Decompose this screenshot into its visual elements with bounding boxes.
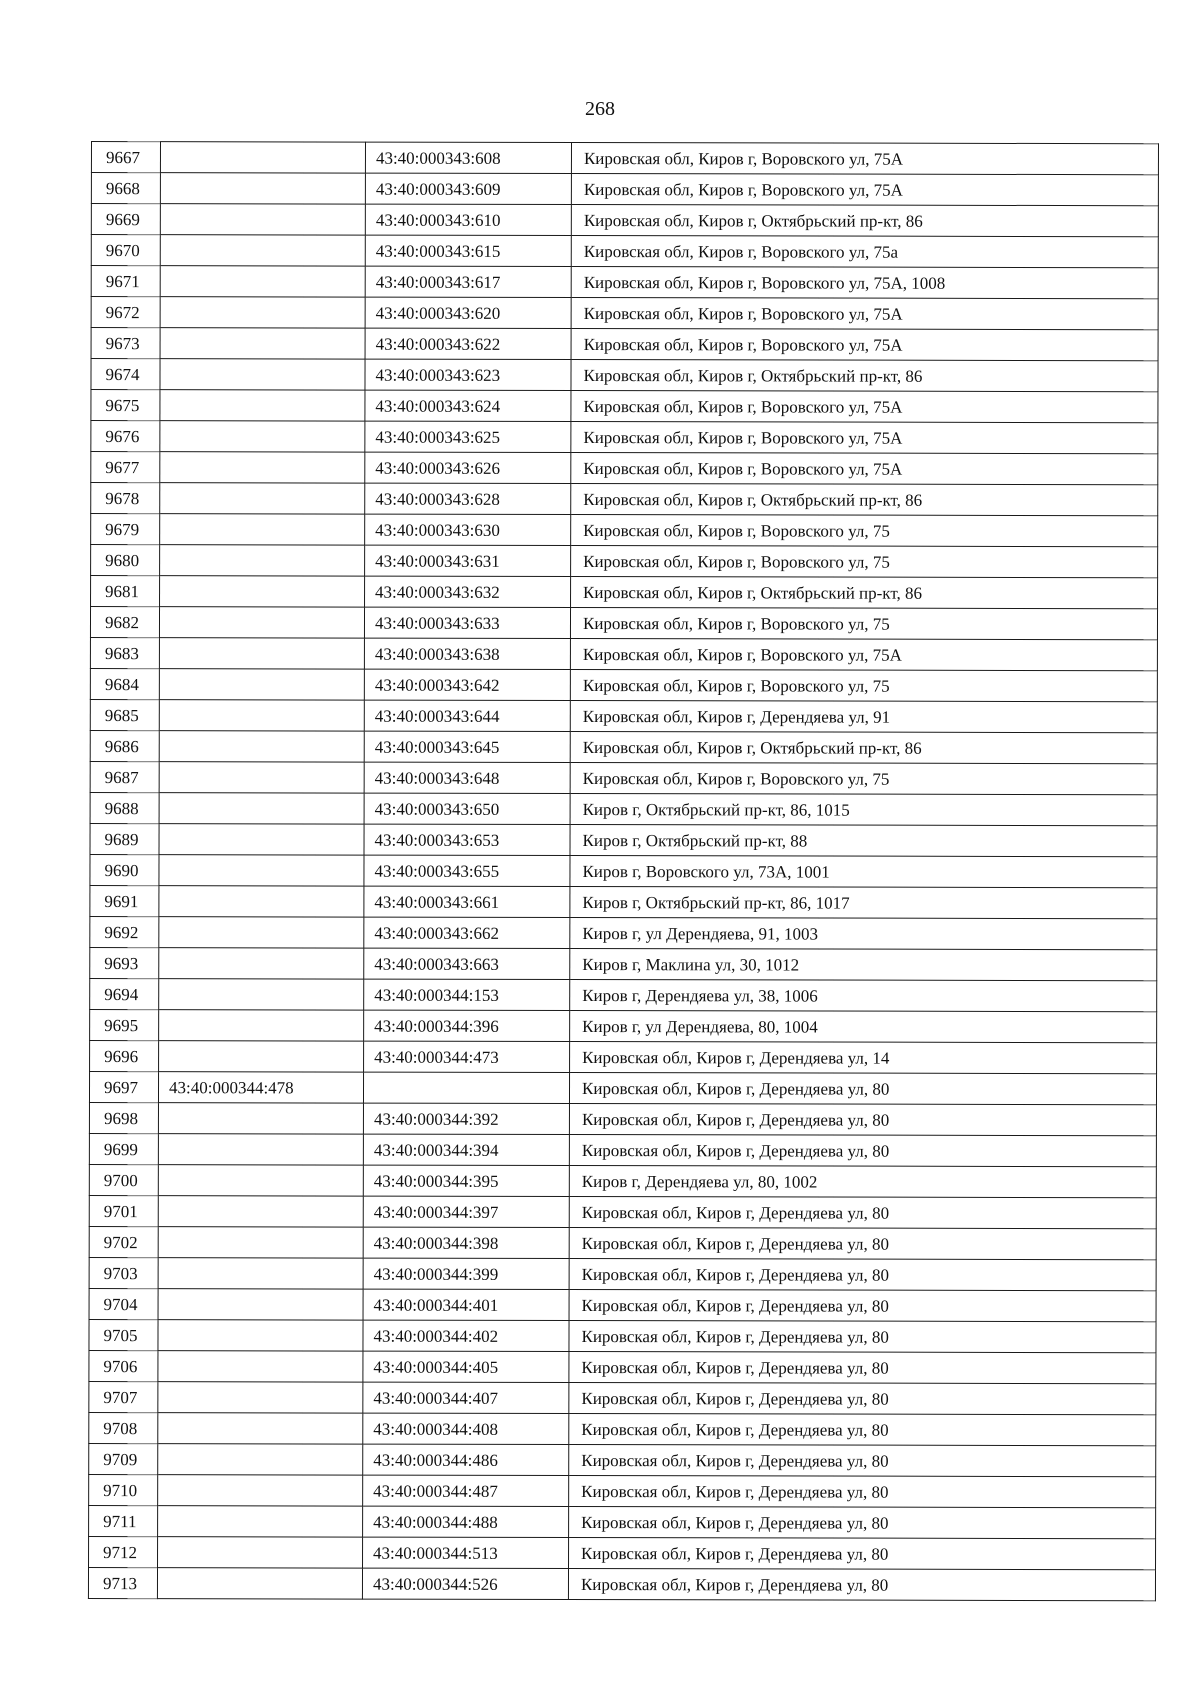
row-number-cell: 9713: [88, 1567, 157, 1598]
parcel-number-cell: [159, 731, 364, 762]
row-number-cell: 9712: [89, 1536, 158, 1567]
parcel-number-cell: [158, 1382, 363, 1413]
cadastral-number-cell: 43:40:000344:397: [363, 1196, 569, 1227]
cadastral-number-cell: 43:40:000343:628: [365, 483, 571, 514]
address-cell: Кировская обл, Киров г, Дерендяева ул, 80: [569, 1228, 1156, 1260]
address-cell: Кировская обл, Киров г, Дерендяева ул, 14: [570, 1042, 1157, 1074]
table-row: [89, 1474, 1156, 1507]
parcel-number-cell: [158, 1196, 363, 1227]
parcel-number-cell: [159, 824, 364, 855]
row-number-cell: 9698: [89, 1102, 158, 1133]
address-cell: Кировская обл, Киров г, Дерендяева ул, 80: [569, 1073, 1156, 1105]
address-cell: Кировская обл, Киров г, Октябрьский пр-кт, 86: [571, 484, 1158, 516]
table-row: [90, 1040, 1157, 1073]
parcel-number-cell: [159, 700, 364, 731]
table-row: [91, 266, 1158, 299]
parcel-number-cell: [158, 1413, 363, 1444]
address-cell: Киров г, Дерендяева ул, 38, 1006: [570, 980, 1157, 1012]
cadastral-number-cell: 43:40:000343:617: [365, 266, 571, 297]
row-number-cell: 9690: [90, 854, 159, 885]
address-cell: Киров г, Маклина ул, 30, 1012: [570, 949, 1157, 981]
cadastral-number-cell: 43:40:000343:648: [364, 762, 570, 793]
table-row: [89, 1226, 1156, 1259]
address-cell: Кировская обл, Киров г, Дерендяева ул, 80: [569, 1383, 1156, 1415]
parcel-number-cell: [158, 1351, 363, 1382]
address-cell: Кировская обл, Киров г, Дерендяева ул, 80: [569, 1104, 1156, 1136]
row-number-cell: 9694: [90, 978, 159, 1009]
cadastral-number-cell: 43:40:000343:632: [365, 576, 571, 607]
table-row: [91, 514, 1158, 547]
address-cell: Кировская обл, Киров г, Октябрьский пр-кт, 86: [571, 360, 1158, 392]
address-cell: Кировская обл, Киров г, Воровского ул, 75А: [571, 329, 1158, 361]
address-cell: Кировская обл, Киров г, Воровского ул, 75А: [570, 639, 1157, 671]
row-number-cell: 9680: [91, 545, 160, 576]
address-cell: Кировская обл, Киров г, Дерендяева ул, 80: [568, 1569, 1155, 1601]
registry-table-body: [88, 142, 1158, 1601]
parcel-number-cell: [159, 793, 364, 824]
address-cell: Кировская обл, Киров г, Дерендяева ул, 80: [569, 1352, 1156, 1384]
address-cell: Киров г, Октябрьский пр-кт, 86, 1017: [570, 887, 1157, 919]
parcel-number-cell: [160, 359, 365, 390]
table-row: [90, 607, 1157, 640]
parcel-number-cell: [160, 452, 365, 483]
table-row: [91, 359, 1158, 392]
table-row: [91, 142, 1158, 175]
parcel-number-cell: [160, 328, 365, 359]
row-number-cell: 9697: [89, 1071, 158, 1102]
row-number-cell: 9692: [90, 916, 159, 947]
cadastral-number-cell: 43:40:000343:615: [365, 235, 571, 266]
row-number-cell: 9709: [89, 1443, 158, 1474]
address-cell: Кировская обл, Киров г, Дерендяева ул, 80: [569, 1259, 1156, 1291]
cadastral-number-cell: 43:40:000344:526: [362, 1568, 568, 1599]
cadastral-number-cell: 43:40:000344:473: [364, 1041, 570, 1072]
cadastral-number-cell: 43:40:000344:513: [363, 1537, 569, 1568]
address-cell: Кировская обл, Киров г, Дерендяева ул, 80: [569, 1197, 1156, 1229]
cadastral-number-cell: 43:40:000344:153: [364, 979, 570, 1010]
cadastral-number-cell: 43:40:000344:402: [363, 1320, 569, 1351]
row-number-cell: 9683: [90, 637, 159, 668]
parcel-number-cell: [160, 421, 365, 452]
address-cell: Киров г, ул Дерендяева, 91, 1003: [570, 918, 1157, 950]
address-cell: Кировская обл, Киров г, Воровского ул, 75: [571, 546, 1158, 578]
row-number-cell: 9711: [89, 1505, 158, 1536]
table-row: [90, 854, 1157, 887]
row-number-cell: 9710: [89, 1474, 158, 1505]
parcel-number-cell: [158, 1165, 363, 1196]
row-number-cell: 9691: [90, 885, 159, 916]
address-cell: Кировская обл, Киров г, Воровского ул, 75А: [571, 391, 1158, 423]
table-row: [90, 637, 1157, 670]
parcel-number-cell: [160, 173, 365, 204]
address-cell: Кировская обл, Киров г, Дерендяева ул, 80: [569, 1290, 1156, 1322]
address-cell: Кировская обл, Киров г, Дерендяева ул, 80: [569, 1476, 1156, 1508]
cadastral-number-cell: 43:40:000343:608: [365, 142, 571, 173]
table-row: [89, 1381, 1156, 1414]
parcel-number-cell: [159, 979, 364, 1010]
address-cell: Кировская обл, Киров г, Октябрьский пр-кт, 86: [571, 205, 1158, 237]
row-number-cell: 9695: [90, 1009, 159, 1040]
table-row: [91, 235, 1158, 268]
address-cell: Кировская обл, Киров г, Воровского ул, 75А, 1008: [571, 267, 1158, 299]
parcel-number-cell: [159, 607, 364, 638]
cadastral-number-cell: 43:40:000343:625: [365, 421, 571, 452]
row-number-cell: 9699: [89, 1133, 158, 1164]
cadastral-number-cell: 43:40:000343:644: [364, 700, 570, 731]
cadastral-number-cell: 43:40:000343:630: [365, 514, 571, 545]
parcel-number-cell: [158, 1134, 363, 1165]
address-cell: Кировская обл, Киров г, Воровского ул, 75: [570, 763, 1157, 795]
table-row: [91, 483, 1158, 516]
parcel-number-cell: [159, 1041, 364, 1072]
parcel-number-cell: [158, 1258, 363, 1289]
row-number-cell: 9688: [90, 792, 159, 823]
parcel-number-cell: [160, 483, 365, 514]
parcel-number-cell: [160, 545, 365, 576]
table-row: [89, 1412, 1156, 1445]
cadastral-number-cell: 43:40:000344:488: [363, 1506, 569, 1537]
row-number-cell: 9675: [91, 390, 160, 421]
table-row: [91, 545, 1158, 578]
table-row: [90, 761, 1157, 794]
cadastral-number-cell: 43:40:000344:486: [363, 1444, 569, 1475]
address-cell: Кировская обл, Киров г, Воровского ул, 75А: [571, 422, 1158, 454]
cadastral-number-cell: 43:40:000344:398: [363, 1227, 569, 1258]
table-row: [89, 1195, 1156, 1228]
cadastral-number-cell: 43:40:000343:662: [364, 917, 570, 948]
parcel-number-cell: [159, 669, 364, 700]
table-row: [90, 916, 1157, 949]
address-cell: Кировская обл, Киров г, Воровского ул, 75А: [571, 174, 1158, 206]
row-number-cell: 9682: [90, 607, 159, 638]
cadastral-number-cell: [363, 1072, 569, 1103]
address-cell: Кировская обл, Киров г, Октябрьский пр-кт, 86: [570, 732, 1157, 764]
row-number-cell: 9673: [91, 328, 160, 359]
row-number-cell: 9701: [89, 1195, 158, 1226]
row-number-cell: 9706: [89, 1350, 158, 1381]
cadastral-number-cell: 43:40:000343:642: [364, 669, 570, 700]
row-number-cell: 9672: [91, 297, 160, 328]
cadastral-number-cell: 43:40:000344:392: [363, 1103, 569, 1134]
address-cell: Кировская обл, Киров г, Дерендяева ул, 91: [570, 701, 1157, 733]
address-cell: Киров г, ул Дерендяева, 80, 1004: [570, 1011, 1157, 1043]
table-row: [89, 1071, 1156, 1104]
cadastral-number-cell: 43:40:000343:610: [365, 204, 571, 235]
address-cell: Кировская обл, Киров г, Дерендяева ул, 80: [569, 1538, 1156, 1570]
table-row: [89, 1288, 1156, 1321]
parcel-number-cell: [158, 1506, 363, 1537]
parcel-number-cell: [158, 1103, 363, 1134]
table-row: [90, 730, 1157, 763]
cadastral-number-cell: 43:40:000343:633: [364, 607, 570, 638]
cadastral-number-cell: 43:40:000343:661: [364, 886, 570, 917]
table-row: [88, 1567, 1155, 1600]
parcel-number-cell: [159, 1010, 364, 1041]
table-row: [89, 1133, 1156, 1166]
table-row: [89, 1350, 1156, 1383]
table-row: [89, 1102, 1156, 1135]
row-number-cell: 9700: [89, 1164, 158, 1195]
address-cell: Киров г, Октябрьский пр-кт, 86, 1015: [570, 794, 1157, 826]
row-number-cell: 9684: [90, 668, 159, 699]
row-number-cell: 9685: [90, 699, 159, 730]
table-row: [89, 1505, 1156, 1538]
address-cell: Кировская обл, Киров г, Воровского ул, 75А: [571, 298, 1158, 330]
parcel-number-cell: [160, 576, 365, 607]
row-number-cell: 9668: [91, 173, 160, 204]
parcel-number-cell: [158, 1289, 363, 1320]
cadastral-number-cell: 43:40:000343:645: [364, 731, 570, 762]
cadastral-number-cell: 43:40:000344:399: [363, 1258, 569, 1289]
cadastral-number-cell: 43:40:000343:655: [364, 855, 570, 886]
parcel-number-cell: [160, 514, 365, 545]
row-number-cell: 9707: [89, 1381, 158, 1412]
registry-table: [88, 141, 1159, 1601]
row-number-cell: 9686: [90, 730, 159, 761]
table-row: [91, 173, 1158, 206]
row-number-cell: 9708: [89, 1412, 158, 1443]
address-cell: Киров г, Воровского ул, 73А, 1001: [570, 856, 1157, 888]
address-cell: Кировская обл, Киров г, Воровского ул, 75: [571, 515, 1158, 547]
row-number-cell: 9671: [91, 266, 160, 297]
parcel-number-cell: [157, 1568, 362, 1599]
cadastral-number-cell: 43:40:000343:622: [365, 328, 571, 359]
address-cell: Кировская обл, Киров г, Воровского ул, 75: [570, 608, 1157, 640]
address-cell: Кировская обл, Киров г, Дерендяева ул, 80: [569, 1445, 1156, 1477]
address-cell: Кировская обл, Киров г, Воровского ул, 75А: [571, 453, 1158, 485]
row-number-cell: 9687: [90, 761, 159, 792]
table-row: [90, 823, 1157, 856]
cadastral-number-cell: 43:40:000344:394: [363, 1134, 569, 1165]
parcel-number-cell: [160, 204, 365, 235]
parcel-number-cell: [158, 1320, 363, 1351]
parcel-number-cell: [159, 638, 364, 669]
cadastral-number-cell: 43:40:000344:407: [363, 1382, 569, 1413]
table-row: [91, 390, 1158, 423]
row-number-cell: 9681: [91, 576, 160, 607]
cadastral-number-cell: 43:40:000343:650: [364, 793, 570, 824]
row-number-cell: 9676: [91, 421, 160, 452]
table-row: [90, 947, 1157, 980]
cadastral-number-cell: 43:40:000344:405: [363, 1351, 569, 1382]
table-row: [90, 885, 1157, 918]
address-cell: Кировская обл, Киров г, Воровского ул, 75: [570, 670, 1157, 702]
parcel-number-cell: [158, 1537, 363, 1568]
cadastral-number-cell: 43:40:000343:631: [365, 545, 571, 576]
row-number-cell: 9696: [90, 1040, 159, 1071]
cadastral-number-cell: 43:40:000343:663: [364, 948, 570, 979]
row-number-cell: 9670: [91, 235, 160, 266]
table-row: [89, 1443, 1156, 1476]
table-row: [91, 204, 1158, 237]
table-row: [91, 421, 1158, 454]
address-cell: Кировская обл, Киров г, Воровского ул, 75А: [571, 143, 1158, 175]
parcel-number-cell: [159, 886, 364, 917]
cadastral-number-cell: 43:40:000344:395: [363, 1165, 569, 1196]
parcel-number-cell: [159, 948, 364, 979]
parcel-number-cell: [160, 297, 365, 328]
table-row: [90, 978, 1157, 1011]
address-cell: Кировская обл, Киров г, Дерендяева ул, 80: [569, 1507, 1156, 1539]
cadastral-number-cell: 43:40:000344:408: [363, 1413, 569, 1444]
address-cell: Кировская обл, Киров г, Октябрьский пр-кт, 86: [571, 577, 1158, 609]
row-number-cell: 9702: [89, 1226, 158, 1257]
parcel-number-cell: [160, 142, 365, 173]
cadastral-number-cell: 43:40:000344:487: [363, 1475, 569, 1506]
cadastral-number-cell: 43:40:000343:620: [365, 297, 571, 328]
row-number-cell: 9669: [91, 204, 160, 235]
row-number-cell: 9678: [91, 483, 160, 514]
row-number-cell: 9704: [89, 1288, 158, 1319]
table-row: [90, 792, 1157, 825]
address-cell: Киров г, Октябрьский пр-кт, 88: [570, 825, 1157, 857]
parcel-number-cell: [160, 390, 365, 421]
table-row: [89, 1536, 1156, 1569]
table-row: [91, 452, 1158, 485]
row-number-cell: 9677: [91, 452, 160, 483]
cadastral-number-cell: 43:40:000344:396: [364, 1010, 570, 1041]
row-number-cell: 9703: [89, 1257, 158, 1288]
parcel-number-cell: [159, 855, 364, 886]
parcel-number-cell: [158, 1444, 363, 1475]
table-row: [90, 1009, 1157, 1042]
address-cell: Кировская обл, Киров г, Дерендяева ул, 80: [569, 1135, 1156, 1167]
address-cell: Кировская обл, Киров г, Дерендяева ул, 80: [569, 1414, 1156, 1446]
parcel-number-cell: [159, 917, 364, 948]
cadastral-number-cell: 43:40:000343:624: [365, 390, 571, 421]
row-number-cell: 9667: [91, 142, 160, 173]
row-number-cell: 9705: [89, 1319, 158, 1350]
cadastral-number-cell: 43:40:000343:653: [364, 824, 570, 855]
address-cell: Кировская обл, Киров г, Воровского ул, 75а: [571, 236, 1158, 268]
parcel-number-cell: [158, 1227, 363, 1258]
parcel-number-cell: 43:40:000344:478: [158, 1072, 363, 1103]
row-number-cell: 9693: [90, 947, 159, 978]
cadastral-number-cell: 43:40:000343:638: [364, 638, 570, 669]
cadastral-number-cell: 43:40:000343:609: [365, 173, 571, 204]
row-number-cell: 9674: [91, 359, 160, 390]
table-row: [89, 1164, 1156, 1197]
address-cell: Кировская обл, Киров г, Дерендяева ул, 80: [569, 1321, 1156, 1353]
table-row: [90, 668, 1157, 701]
cadastral-number-cell: 43:40:000343:626: [365, 452, 571, 483]
table-row: [89, 1257, 1156, 1290]
parcel-number-cell: [160, 235, 365, 266]
table-row: [89, 1319, 1156, 1352]
parcel-number-cell: [158, 1475, 363, 1506]
table-row: [91, 576, 1158, 609]
parcel-number-cell: [160, 266, 365, 297]
address-cell: Киров г, Дерендяева ул, 80, 1002: [569, 1166, 1156, 1198]
row-number-cell: 9679: [91, 514, 160, 545]
cadastral-number-cell: 43:40:000343:623: [365, 359, 571, 390]
table-row: [91, 297, 1158, 330]
table-row: [91, 328, 1158, 361]
page-number: 268: [585, 98, 615, 120]
table-row: [90, 699, 1157, 732]
row-number-cell: 9689: [90, 823, 159, 854]
cadastral-number-cell: 43:40:000344:401: [363, 1289, 569, 1320]
parcel-number-cell: [159, 762, 364, 793]
